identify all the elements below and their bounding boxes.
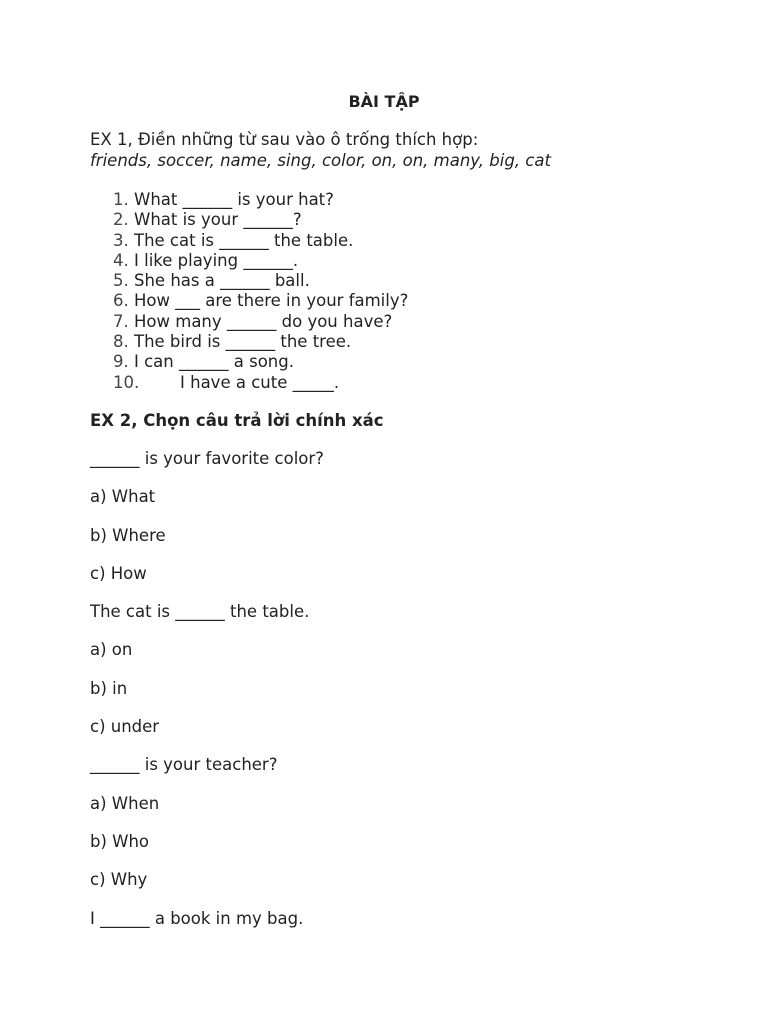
exercise-1-item	[113, 231, 408, 251]
item-number: 6.	[113, 291, 129, 311]
item-number: 3.	[113, 230, 129, 250]
exercise-2-heading: EX 2, Chọn câu trả lời chính xác	[90, 411, 384, 430]
answer-option: b) Where	[90, 525, 166, 545]
page-title-text: BÀI TẬP	[348, 92, 420, 111]
answer-option: c) How	[90, 563, 147, 583]
answer-option: c) under	[90, 717, 160, 737]
item-text: How many ______ do you have?	[134, 311, 393, 331]
question-text: I ______ a book in my bag.	[90, 908, 304, 928]
item-number: 2.	[113, 210, 129, 230]
item-number: 9.	[113, 352, 129, 372]
answer-option: b) in	[90, 678, 128, 698]
item-text: The bird is ______ the tree.	[134, 332, 352, 352]
answer-option: a) on	[90, 640, 133, 660]
answer-option: b) Who	[90, 831, 150, 851]
exercise-1-item	[113, 352, 408, 372]
item-text: I like playing ______.	[134, 250, 299, 270]
item-number: 10.	[113, 372, 140, 392]
question-text: ______ is your teacher?	[90, 755, 278, 775]
item-number: 4.	[113, 250, 129, 270]
item-number: 7.	[113, 311, 129, 331]
exercise-1-heading: EX 1, Điền những từ sau vào ô trống thích hợp:	[90, 130, 479, 149]
answer-option: c) Why	[90, 870, 148, 890]
item-text: She has a ______ ball.	[134, 271, 310, 291]
item-text: What ______ is your hat?	[134, 190, 334, 209]
question-text: ______ is your favorite color?	[90, 449, 324, 468]
exercise-1-item	[113, 312, 408, 332]
exercise-1-item	[113, 210, 408, 230]
item-text: I can ______ a song.	[134, 352, 294, 372]
question-text: The cat is ______ the table.	[90, 602, 310, 622]
exercise-1-item	[113, 291, 408, 311]
exercise-1-item	[113, 251, 408, 271]
item-number: 8.	[113, 332, 129, 352]
exercise-1-item	[113, 190, 408, 210]
item-number: 5.	[113, 271, 129, 291]
answer-option: a) What	[90, 487, 156, 507]
exercise-1-word-bank: friends, soccer, name, sing, color, on, on, many, big, cat	[90, 151, 551, 170]
exercise-2-content	[90, 449, 324, 947]
exercise-1-item	[113, 373, 408, 393]
item-text: The cat is ______ the table.	[134, 230, 354, 250]
item-number: 1.	[113, 190, 129, 209]
answer-option: a) When	[90, 793, 160, 813]
exercise-1-item	[113, 271, 408, 291]
page-title	[0, 92, 768, 111]
item-text: How ___ are there in your family?	[134, 291, 409, 311]
exercise-1-list	[113, 190, 408, 393]
item-text: What is your ______?	[134, 210, 302, 230]
item-text: I have a cute _____.	[180, 372, 340, 392]
exercise-1-item	[113, 332, 408, 352]
